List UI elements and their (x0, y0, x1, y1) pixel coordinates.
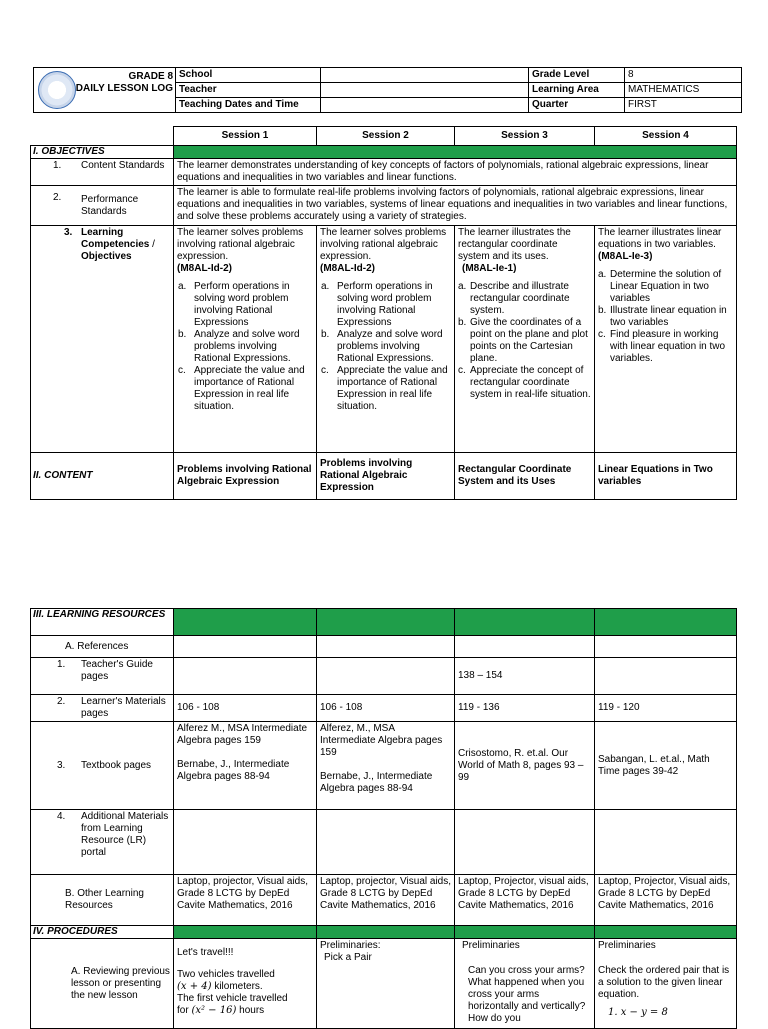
content-session-4: Linear Equations in Two variables (595, 453, 737, 500)
review-session-2: Preliminaries: Pick a Pair (317, 939, 455, 1029)
objective-item: c. Appreciate the concept of rectangular coordinate system in real-life situation. (458, 365, 591, 400)
content-heading: II. CONTENT (31, 453, 174, 500)
review-session-4: Preliminaries Check the ordered pair that is a solution to the given linear equation. 1. x − y = 8 (595, 939, 737, 1029)
grade-title: GRADE 8 (128, 71, 173, 82)
deped-seal-icon (38, 71, 76, 109)
session-header-3: Session 3 (455, 127, 595, 146)
performance-standards-text: The learner is able to formulate real-life problems involving factors of polynomials, rational algebraic expressions, linear equations and inequalities in two variables, systems of linear equations and inequalities in two variables and linear functions, and solve these problems accurately using a variety of strategies. (174, 186, 737, 226)
objective-item: c. Appreciate the value and importance of Rational Expression in real life situation. (321, 365, 448, 412)
textbook-session-3: Crisostomo, R. et.al. Our World of Math 8, pages 93 – 99 (455, 722, 595, 810)
school-label: School (176, 68, 321, 83)
textbook-label: 3. Textbook pages (31, 722, 174, 810)
content-session-1: Problems involving Rational Algebraic Expression (174, 453, 317, 500)
log-title: DAILY LESSON LOG (75, 83, 173, 94)
quarter-value: FIRST (625, 98, 742, 113)
learning-area-label: Learning Area (529, 83, 625, 98)
lm-session-1: 106 - 108 (174, 695, 317, 722)
objective-item: b. Analyze and solve word problems involving Rational Expressions. (178, 329, 300, 364)
tg-session-1 (174, 658, 317, 695)
objective-item: b. Give the coordinates of a point on the plane and plot points on the Cartesian plane. (458, 317, 588, 364)
teacher-value (321, 83, 529, 98)
resources-table (30, 608, 737, 1029)
content-standards-text: The learner demonstrates understanding of key concepts of factors of polynomials, rational algebraic expressions, linear equations and inequalities in two variables and linear functions. (174, 159, 737, 186)
references-label: A. References (31, 636, 174, 658)
textbook-session-1: Alferez M., MSA Intermediate Algebra pages 159 Bernabe, J., Intermediate Algebra pages 88-94 (174, 722, 317, 810)
lm-session-3: 119 - 136 (455, 695, 595, 722)
objective-item: c. Appreciate the value and importance of Rational Expression in real life situation. (178, 365, 305, 412)
lm-session-2: 106 - 108 (317, 695, 455, 722)
objective-item: a. Describe and illustrate rectangular coordinate system. (458, 281, 570, 316)
content-session-3: Rectangular Coordinate System and its Uses (455, 453, 595, 500)
objective-list-1 (177, 281, 313, 413)
lm-session-4: 119 - 120 (595, 695, 737, 722)
session-header-1: Session 1 (174, 127, 317, 146)
session-header-2: Session 2 (317, 127, 455, 146)
grade-level-label: Grade Level (529, 68, 625, 83)
objectives-table (30, 126, 737, 500)
textbook-session-2: Alferez, M., MSA Intermediate Algebra pages 159 Bernabe, J., Intermediate Algebra pages 88-94 (317, 722, 455, 810)
objective-list-4 (598, 269, 733, 365)
other-session-3: Laptop, Projector, visual aids, Grade 8 LCTG by DepEd Cavite Mathematics, 2016 (455, 875, 595, 926)
review-session-3: Preliminaries Can you cross your arms? What happened when you cross your arms horizontally and vertically? How do you (455, 939, 595, 1029)
competency-session-2: The learner solves problems involving rational algebraic expression. (M8AL-Id-2) a. Perform operations in solving word problem involving Rational Expressions b. Analyze and solve word problems involving Rational Expressions. c. Appreciate the value and importance of Rational Expression in real life situation. (317, 226, 455, 453)
other-resources-label: B. Other Learning Resources (31, 875, 174, 926)
objective-item: a. Perform operations in solving word problem involving Rational Expressions (178, 281, 290, 328)
dates-label: Teaching Dates and Time (176, 98, 321, 113)
performance-standards-label: 2. Performance Standards (31, 186, 174, 226)
teachers-guide-label: 1. Teacher's Guide pages (31, 658, 174, 695)
dates-value (321, 98, 529, 113)
competencies-label: 3. Learning Competencies / Objectives (31, 226, 174, 453)
content-standards-label: 1. Content Standards (31, 159, 174, 186)
content-session-2: Problems involving Rational Algebraic Expression (317, 453, 455, 500)
session-header-4: Session 4 (595, 127, 737, 146)
tg-session-2 (317, 658, 455, 695)
resources-heading: III. LEARNING RESOURCES (31, 609, 174, 636)
learning-area-value: MATHEMATICS (625, 83, 742, 98)
objective-item: b. Analyze and solve word problems involving Rational Expressions. (321, 329, 443, 364)
objective-list-2 (320, 281, 451, 413)
quarter-label: Quarter (529, 98, 625, 113)
grade-level-value: 8 (625, 68, 742, 83)
teacher-label: Teacher (176, 83, 321, 98)
objectives-heading: I. OBJECTIVES (31, 146, 174, 159)
objective-item: c. Find pleasure in working with linear equation in two variables. (598, 329, 726, 364)
competency-session-1: The learner solves problems involving rational algebraic expression. (M8AL-Id-2) a. Perform operations in solving word problem involving Rational Expressions b. Analyze and solve word problems involving Rational Expressions. c. Appreciate the value and importance of Rational Expression in real life situation. (174, 226, 317, 453)
other-session-2: Laptop, projector, Visual aids, Grade 8 LCTG by DepEd Cavite Mathematics, 2016 (317, 875, 455, 926)
logo-cell (34, 68, 176, 113)
competency-session-3: The learner illustrates the rectangular coordinate system and its uses. (M8AL-Ie-1) a. Describe and illustrate rectangular coordinate system. b. Give the coordinates of a point on the plane and plot points on the Cartesian plane. c. Appreciate the concept of rectangular coordinate system in real-life situation. (455, 226, 595, 453)
textbook-session-4: Sabangan, L. et.al., Math Time pages 39-42 (595, 722, 737, 810)
objective-item: a. Determine the solution of Linear Equation in two variables (598, 269, 722, 304)
additional-materials-label: 4. Additional Materials from Learning Resource (LR) portal (31, 810, 174, 875)
objective-list-3 (458, 281, 591, 401)
tg-session-4 (595, 658, 737, 695)
objective-item: a. Perform operations in solving word problem involving Rational Expressions (321, 281, 433, 328)
tg-session-3: 138 – 154 (455, 658, 595, 695)
procedures-heading: IV. PROCEDURES (31, 926, 174, 939)
review-session-1: Let's travel!!! Two vehicles travelled (x + 4) kilometers. The first vehicle travelled for (x² − 16) hours (174, 939, 317, 1029)
header-table (33, 67, 742, 113)
objective-item: b. Illustrate linear equation in two variables (598, 305, 727, 328)
other-session-4: Laptop, Projector, Visual aids, Grade 8 LCTG by DepEd Cavite Mathematics, 2016 (595, 875, 737, 926)
competency-session-4: The learner illustrates linear equations in two variables. (M8AL-Ie-3) a. Determine the solution of Linear Equation in two variables b. Illustrate linear equation in two variables c. Find pleasure in working with linear equation in two variables. (595, 226, 737, 453)
review-label: A. Reviewing previous lesson or presenting the new lesson (31, 939, 174, 1029)
learners-materials-label: 2. Learner's Materials pages (31, 695, 174, 722)
other-session-1: Laptop, projector, Visual aids, Grade 8 LCTG by DepEd Cavite Mathematics, 2016 (174, 875, 317, 926)
school-value (321, 68, 529, 83)
